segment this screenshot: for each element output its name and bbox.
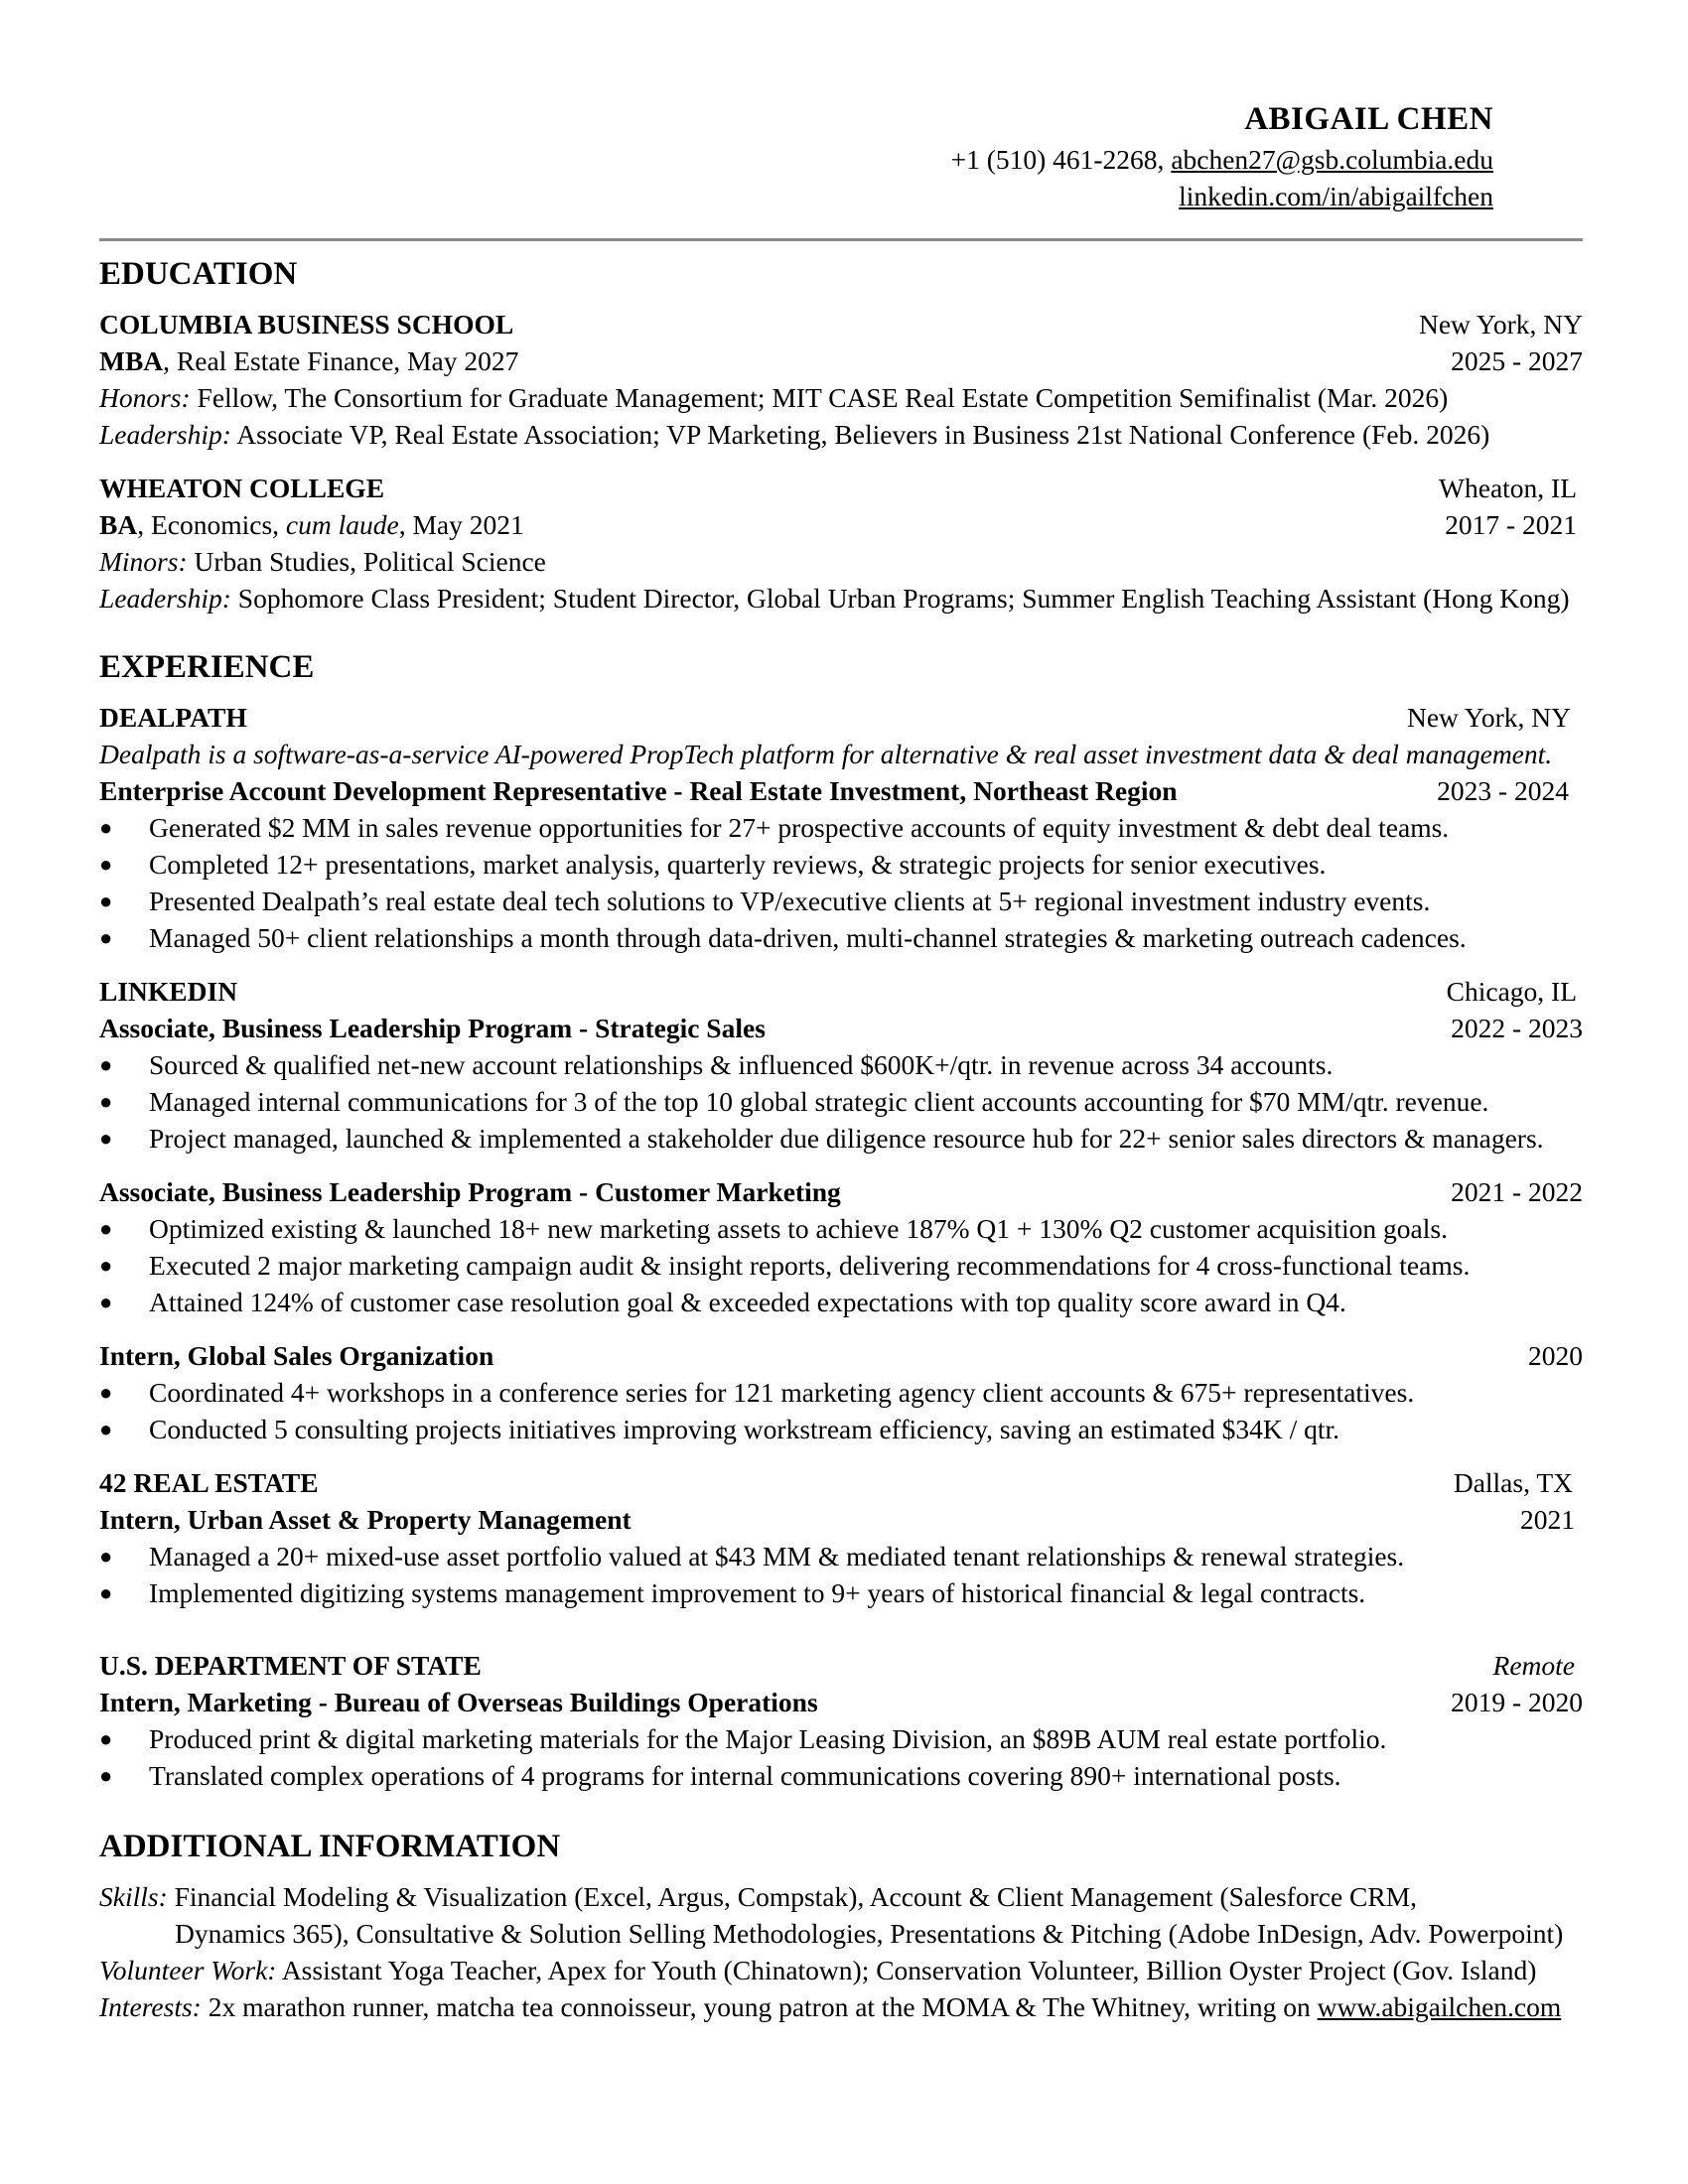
skills-line-continued: Dynamics 365), Consultative & Solution Selling Methodologies, Presentations & Pitching (Adobe InDesign, Adv. Powerpoint)	[175, 1918, 1564, 1949]
linkedin-link[interactable]: linkedin.com/in/abigailfchen	[1179, 181, 1493, 211]
degree-detail: , Real Estate Finance, May 2027	[163, 345, 519, 376]
experience-section	[99, 645, 1589, 1794]
volunteer-line	[99, 1952, 1589, 1988]
additional-info-body	[99, 1878, 1589, 2025]
candidate-name: ABIGAIL CHEN	[1244, 101, 1493, 137]
minors-line	[99, 543, 1589, 580]
website-link[interactable]: www.abigailchen.com	[1317, 1991, 1562, 2022]
role-dates: 2022 - 2023	[1451, 1013, 1583, 1043]
role-title: Associate, Business Leadership Program - Strategic Sales	[99, 1013, 766, 1043]
volunteer-label: Volunteer Work:	[99, 1955, 277, 1985]
bullet-item: ● Translated complex operations of 4 programs for internal communications covering 890+ international posts.	[99, 1757, 1589, 1794]
additional-info-section	[99, 1825, 1589, 2025]
degree-detail: , Economics,	[137, 509, 286, 540]
company-location: Chicago, IL	[1446, 976, 1577, 1007]
degree-honor: cum laude	[285, 509, 399, 540]
interests-line	[99, 1988, 1589, 2025]
line-text: Urban Studies, Political Science	[187, 546, 546, 577]
honors-line	[99, 379, 1589, 416]
company-description: Dealpath is a software-as-a-service AI-powered PropTech platform for alternative & real asset investment data & deal management.	[99, 739, 1553, 769]
role-dates: 2023 - 2024	[1437, 775, 1569, 806]
email-link[interactable]: abchen27@gsb.columbia.edu	[1171, 144, 1493, 175]
role-dates: 2021	[1520, 1504, 1575, 1535]
bullet-item: ● Implemented digitizing systems management improvement to 9+ years of historical financial & legal contracts.	[99, 1574, 1589, 1611]
section-title-additional: ADDITIONAL INFORMATION	[99, 1829, 561, 1864]
school-location: Wheaton, IL	[1439, 473, 1577, 503]
degree: MBA	[99, 345, 164, 376]
header-divider	[99, 238, 1583, 241]
contact-line	[951, 141, 1493, 178]
role-dates: 2019 - 2020	[1451, 1687, 1583, 1717]
bullet-item: ● Coordinated 4+ workshops in a conference series for 121 marketing agency client accounts & 675+ representatives.	[99, 1374, 1589, 1411]
line-text: Sophomore Class President; Student Director, Global Urban Programs; Summer English Teaching Assistant (Hong Kong)	[230, 583, 1570, 614]
skills-text: Financial Modeling & Visualization (Excel, Argus, Compstak), Account & Client Management (Salesforce CRM,	[167, 1881, 1418, 1912]
section-title-education: EDUCATION	[99, 256, 298, 292]
education-entry-columbia	[99, 306, 1589, 453]
bullet-item: ● Attained 124% of customer case resolution goal & exceeded expectations with top quality score award in Q4.	[99, 1284, 1589, 1320]
role-bullets	[99, 809, 1589, 956]
company-location: Remote	[1492, 1650, 1575, 1681]
leadership-line	[99, 416, 1589, 453]
degree: BA	[99, 509, 138, 540]
experience-entry-us-state	[99, 1647, 1589, 1794]
section-title-experience: EXPERIENCE	[99, 649, 315, 685]
role-title: Enterprise Account Development Representative - Real Estate Investment, Northeast Region	[99, 775, 1178, 806]
bullet-item: ● Managed 50+ client relationships a month through data-driven, multi-channel strategies & marketing outreach cadences.	[99, 919, 1589, 956]
role-dates: 2020	[1528, 1340, 1583, 1371]
line-text: Associate VP, Real Estate Association; VP Marketing, Believers in Business 21st National Conference (Feb. 2026)	[230, 419, 1490, 450]
bullet-item: ● Managed internal communications for 3 of the top 10 global strategic client accounts accounting for $70 MM/qtr. revenue.	[99, 1083, 1589, 1120]
role-bullets	[99, 1720, 1589, 1794]
line-label: Honors:	[99, 382, 191, 413]
company-name: DEALPATH	[99, 702, 247, 733]
degree-dates: 2025 - 2027	[1451, 345, 1583, 376]
school-location: New York, NY	[1418, 309, 1583, 340]
degree-line	[99, 342, 518, 379]
resume-page	[99, 0, 1589, 2184]
bullet-item: ● Conducted 5 consulting projects initiatives improving workstream efficiency, saving an estimated $34K / qtr.	[99, 1411, 1589, 1447]
leadership-line	[99, 580, 1589, 616]
interests-text: 2x marathon runner, matcha tea connoisseur, young patron at the MOMA & The Whitney, writing on	[201, 1991, 1318, 2022]
bullet-item: ● Completed 12+ presentations, market analysis, quarterly reviews, & strategic projects for senior executives.	[99, 846, 1589, 883]
line-text: Fellow, The Consortium for Graduate Management; MIT CASE Real Estate Competition Semifinalist (Mar. 2026)	[190, 382, 1449, 413]
experience-entry-linkedin	[99, 973, 1589, 1447]
role-bullets	[99, 1046, 1589, 1157]
bullet-item: ● Generated $2 MM in sales revenue opportunities for 27+ prospective accounts of equity investment & debt deal teams.	[99, 809, 1589, 846]
role-bullets	[99, 1374, 1589, 1447]
bullet-item: ● Sourced & qualified net-new account relationships & influenced $600K+/qtr. in revenue across 34 accounts.	[99, 1046, 1589, 1083]
phone-number: +1 (510) 461-2268,	[950, 144, 1165, 175]
bullet-item: ● Optimized existing & launched 18+ new marketing assets to achieve 187% Q1 + 130% Q2 customer acquisition goals.	[99, 1210, 1589, 1247]
interests-label: Interests:	[99, 1991, 202, 2022]
education-section	[99, 252, 1589, 616]
bullet-item: ● Presented Dealpath’s real estate deal tech solutions to VP/executive clients at 5+ regional investment industry events.	[99, 883, 1589, 919]
skills-line	[99, 1878, 1589, 1915]
role-bullets	[99, 1538, 1589, 1611]
bullet-item: ● Managed a 20+ mixed-use asset portfolio valued at $43 MM & mediated tenant relationships & renewal strategies.	[99, 1538, 1589, 1574]
degree-dates: 2017 - 2021	[1445, 509, 1577, 540]
role-title: Intern, Marketing - Bureau of Overseas Buildings Operations	[99, 1687, 818, 1717]
role-bullets	[99, 1210, 1589, 1320]
degree-line	[99, 506, 524, 543]
line-label: Minors:	[99, 546, 188, 577]
bullet-item: ● Project managed, launched & implemented a stakeholder due diligence resource hub for 22+ senior sales directors & managers.	[99, 1120, 1589, 1157]
skills-label: Skills:	[99, 1881, 168, 1912]
experience-entry-42-real-estate	[99, 1464, 1589, 1611]
role-title: Intern, Global Sales Organization	[99, 1340, 494, 1371]
role-title: Associate, Business Leadership Program - Customer Marketing	[99, 1176, 841, 1207]
company-location: Dallas, TX	[1453, 1467, 1573, 1498]
degree-date: , May 2021	[398, 509, 524, 540]
company-location: New York, NY	[1406, 702, 1571, 733]
school-name: WHEATON COLLEGE	[99, 473, 385, 503]
experience-entry-dealpath	[99, 699, 1589, 956]
role-title: Intern, Urban Asset & Property Management	[99, 1504, 632, 1535]
line-label: Leadership:	[99, 419, 231, 450]
bullet-item: ● Produced print & digital marketing materials for the Major Leasing Division, an $89B AUM real estate portfolio.	[99, 1720, 1589, 1757]
company-name: 42 REAL ESTATE	[99, 1467, 319, 1498]
volunteer-text: Assistant Yoga Teacher, Apex for Youth (Chinatown); Conservation Volunteer, Billion Oyster Project (Gov. Island)	[276, 1955, 1537, 1985]
linkedin-line	[951, 178, 1493, 214]
line-label: Leadership:	[99, 583, 231, 614]
company-name: LINKEDIN	[99, 976, 238, 1007]
bullet-item: ● Executed 2 major marketing campaign audit & insight reports, delivering recommendations for 4 cross-functional teams.	[99, 1247, 1589, 1284]
education-entry-wheaton	[99, 470, 1589, 616]
role-dates: 2021 - 2022	[1451, 1176, 1583, 1207]
company-name: U.S. DEPARTMENT OF STATE	[99, 1650, 482, 1681]
resume-header	[951, 97, 1493, 214]
school-name: COLUMBIA BUSINESS SCHOOL	[99, 309, 514, 340]
